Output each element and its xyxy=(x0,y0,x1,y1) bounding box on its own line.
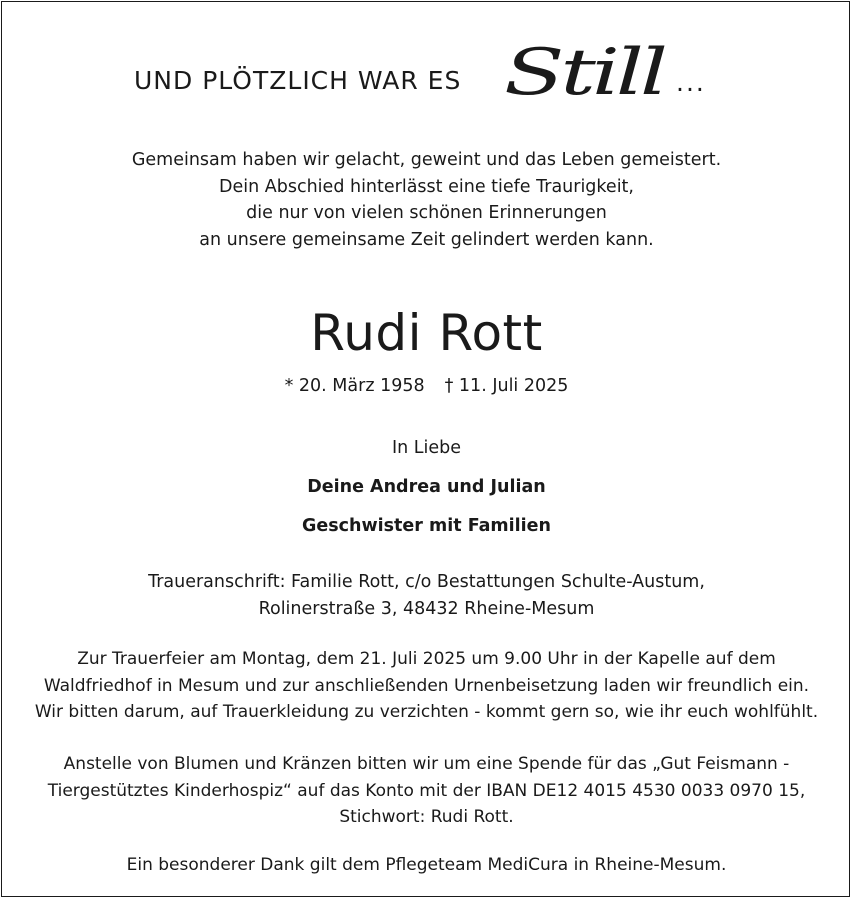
birth-date: * 20. März 1958 xyxy=(284,376,425,396)
thanks-note: Ein besonderer Dank gilt dem Pflegeteam MediCura in Rheine-Mesum. xyxy=(126,855,727,875)
address-line: Rolinerstraße 3, 48432 Rheine-Mesum xyxy=(258,598,595,619)
headline-ellipsis: ... xyxy=(676,68,706,97)
headline xyxy=(0,28,853,108)
svg-text:Still: Still xyxy=(504,36,665,108)
poem-line: Gemeinsam haben wir gelacht, geweint und das Leben gemeistert. xyxy=(131,150,722,170)
mourners-relatives: Geschwister mit Familien xyxy=(301,516,551,536)
address-line: Traueranschrift: Familie Rott, c/o Bestattungen Schulte-Austum, xyxy=(148,572,705,592)
poem-line: Dein Abschied hinterlässt eine tiefe Traurigkeit, xyxy=(219,176,634,197)
ceremony-line: Wir bitten darum, auf Trauerkleidung zu verzichten - kommt gern so, wie ihr euch wohlfühlt. xyxy=(34,702,819,722)
mourners-family: Deine Andrea und Julian xyxy=(307,477,546,497)
poem-line: die nur von vielen schönen Erinnerungen xyxy=(246,203,607,223)
donation-line: Stichwort: Rudi Rott. xyxy=(339,807,514,827)
poem xyxy=(0,147,853,253)
headline-script-still xyxy=(500,28,675,108)
donation-line: Anstelle von Blumen und Kränzen bitten wir um eine Spende für das „Gut Feismann - xyxy=(63,754,790,774)
poem-line: an unsere gemeinsame Zeit gelindert werden kann. xyxy=(199,229,654,250)
donation-info xyxy=(0,751,853,831)
death-date: † 11. Juli 2025 xyxy=(444,376,569,396)
mourners-intro: In Liebe xyxy=(391,438,462,458)
ceremony-line: Zur Trauerfeier am Montag, dem 21. Juli 2025 um 9.00 Uhr in der Kapelle auf dem xyxy=(77,649,776,669)
mourning-address xyxy=(0,569,853,622)
headline-caps: UND PLÖTZLICH WAR ES xyxy=(134,66,462,95)
ceremony-info xyxy=(0,646,853,726)
donation-line: Tiergestütztes Kinderhospiz“ auf das Konto mit der IBAN DE12 4015 4530 0033 0970 15, xyxy=(47,780,806,801)
life-dates xyxy=(0,373,853,399)
ceremony-line: Waldfriedhof in Mesum und zur anschließenden Urnenbeisetzung laden wir freundlich ein. xyxy=(43,675,810,696)
deceased-name: Rudi Rott xyxy=(310,304,543,362)
